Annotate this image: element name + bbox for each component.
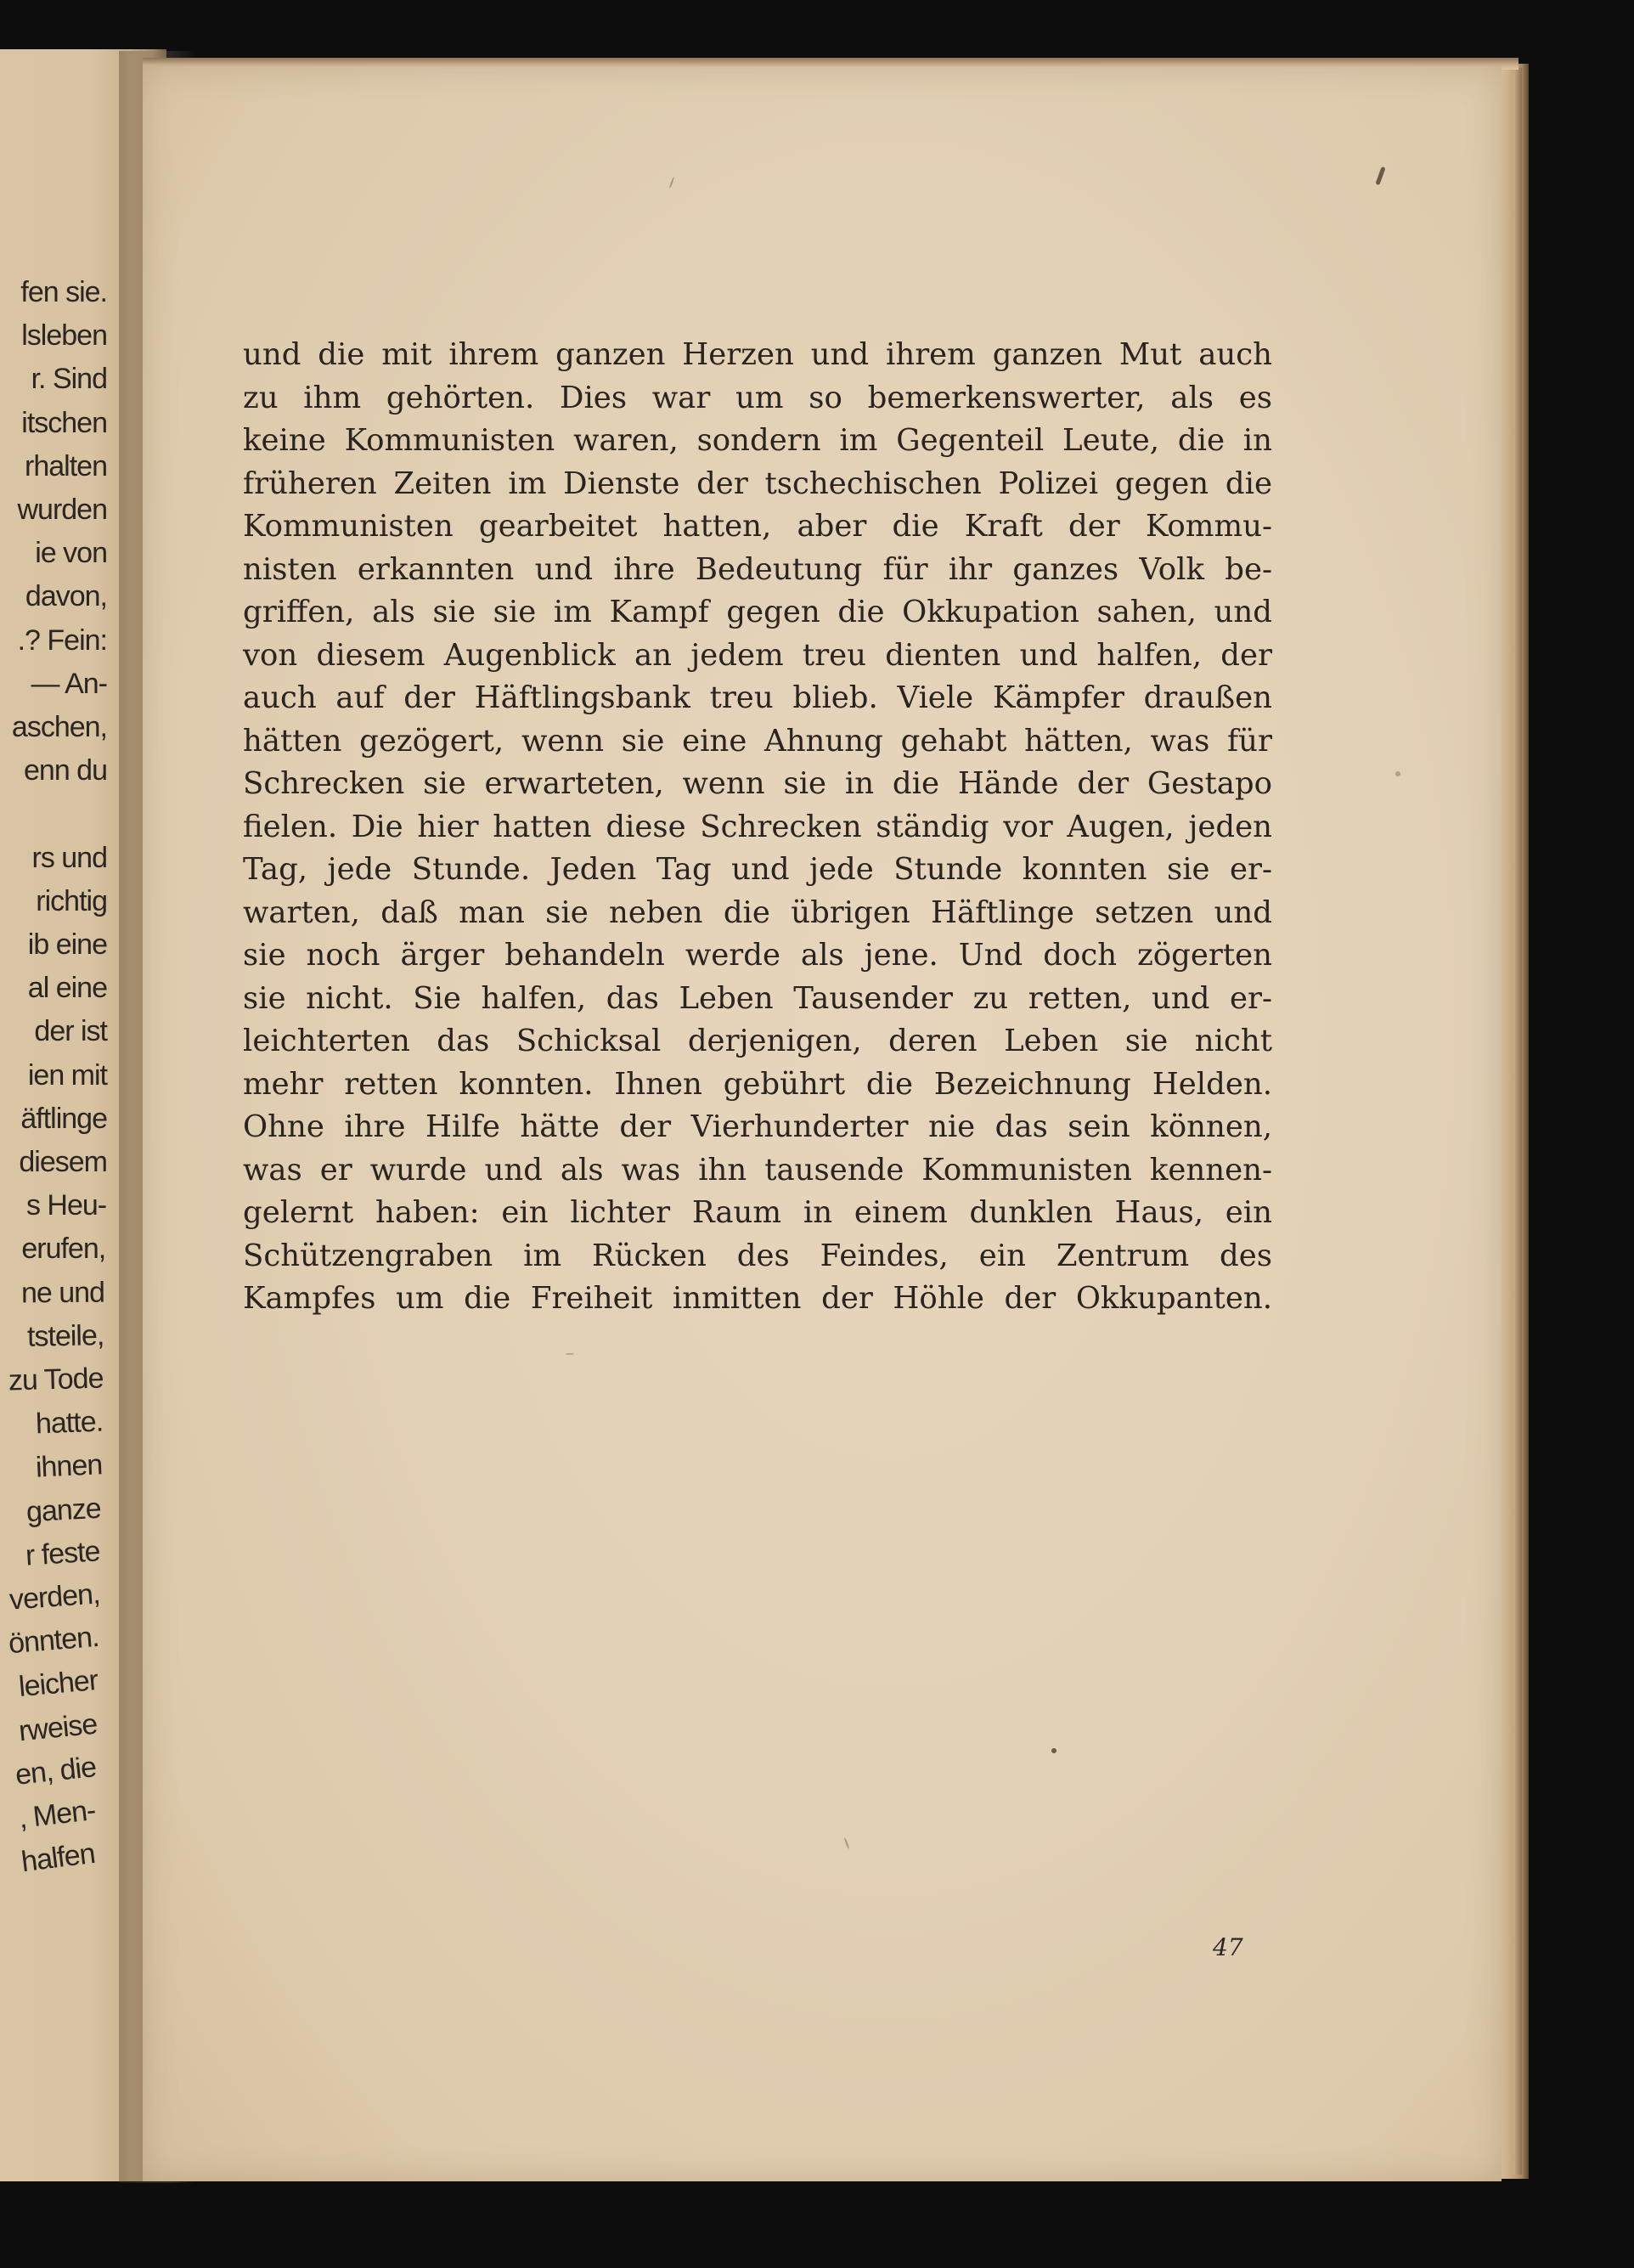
body-text-line: was er wurde und als was ihn tausende Kommunisten kennen- bbox=[243, 1152, 1272, 1188]
previous-page-line: halfen bbox=[19, 1837, 97, 1879]
previous-page-line: ien mit bbox=[27, 1058, 107, 1092]
body-text-line: auch auf der Häftlingsbank treu blieb. Viele Kämpfer draußen bbox=[243, 680, 1272, 715]
paper-speck bbox=[1051, 1748, 1056, 1753]
paper-speck bbox=[844, 1837, 850, 1849]
previous-page-line: s Heu- bbox=[25, 1189, 107, 1222]
body-text-line: warten, daß man sie neben die übrigen Häftlinge setzen und bbox=[243, 894, 1272, 930]
previous-page-line: — An- bbox=[31, 667, 107, 700]
previous-page-line: der ist bbox=[34, 1015, 107, 1048]
previous-page-line: aschen, bbox=[11, 711, 107, 743]
previous-page-line: al eine bbox=[27, 972, 107, 1005]
body-text-line: zu ihm gehörten. Dies war um so bemerkenswerter, als es bbox=[243, 380, 1272, 415]
body-text-line: gelernt haben: ein lichter Raum in einem dunklen Haus, ein bbox=[243, 1195, 1272, 1230]
previous-page-line: verden, bbox=[8, 1577, 101, 1616]
previous-page-line: zu Tode bbox=[8, 1362, 104, 1397]
previous-page-line: fen sie. bbox=[20, 276, 107, 308]
previous-page-line: wurden bbox=[17, 494, 107, 526]
previous-page-line: erufen, bbox=[21, 1233, 106, 1266]
body-text-line: keine Kommunisten waren, sondern im Gegenteil Leute, die in bbox=[243, 423, 1272, 458]
body-text-line: früheren Zeiten im Dienste der tschechischen Polizei gegen die bbox=[243, 465, 1272, 501]
page-stack-edge-inner bbox=[1513, 68, 1522, 2175]
previous-page-line: ihnen bbox=[34, 1448, 103, 1485]
body-text-line: Schützengraben im Rücken des Feindes, ein Zentrum des bbox=[243, 1238, 1272, 1273]
previous-page-line: diesem bbox=[19, 1146, 107, 1178]
body-text-line: Kommunisten gearbeitet hatten, aber die Kraft der Kommu- bbox=[243, 509, 1272, 544]
previous-page-line: ib eine bbox=[27, 928, 107, 961]
previous-page-line: rs und bbox=[31, 841, 107, 874]
previous-page-line: ganze bbox=[25, 1492, 102, 1528]
previous-page-line: richtig bbox=[36, 884, 107, 917]
body-text-line: von diesem Augenblick an jedem treu dienten und halfen, der bbox=[243, 637, 1272, 673]
previous-page-line: .? Fein: bbox=[17, 623, 107, 657]
previous-page-line: davon, bbox=[25, 580, 107, 613]
body-text-line: griffen, als sie sie im Kampf gegen die Okkupation sahen, und bbox=[243, 595, 1272, 629]
body-text-line: hätten gezögert, wenn sie eine Ahnung gehabt hätten, was für bbox=[243, 723, 1272, 759]
body-text-line: nisten erkannten und ihre Bedeutung für ihr ganzes Volk be- bbox=[243, 551, 1272, 587]
body-text-line: sie nicht. Sie halfen, das Leben Tausender zu retten, und er- bbox=[243, 980, 1272, 1016]
body-text-line: leichterten das Schicksal derjenigen, deren Leben sie nicht bbox=[243, 1024, 1272, 1058]
page-number: 47 bbox=[1213, 1933, 1243, 1961]
previous-page-line: rhalten bbox=[25, 449, 107, 482]
previous-page-line: äftlinge bbox=[20, 1102, 107, 1135]
body-text bbox=[243, 334, 1272, 1321]
previous-page-line: tsteile, bbox=[26, 1319, 104, 1353]
body-text-line: sie noch ärger behandeln werde als jene. Und doch zögerten bbox=[243, 938, 1272, 973]
previous-page-line: hatte. bbox=[34, 1405, 104, 1441]
previous-page-line: , Men- bbox=[17, 1794, 98, 1835]
current-page bbox=[143, 66, 1502, 2181]
paper-speck bbox=[566, 1353, 574, 1355]
paper-speck bbox=[669, 177, 675, 189]
body-text-line: mehr retten konnten. Ihnen gebührt die Bezeichnung Helden. bbox=[243, 1066, 1272, 1102]
previous-page-line: rweise bbox=[17, 1707, 99, 1747]
paper-speck bbox=[1375, 166, 1385, 185]
previous-page-line: r. Sind bbox=[31, 363, 107, 396]
previous-page-line: ie von bbox=[35, 537, 107, 570]
paper-speck bbox=[1395, 771, 1400, 776]
previous-page-line: enn du bbox=[24, 754, 107, 787]
previous-page-line: en, die bbox=[14, 1750, 99, 1791]
body-text-line: Kampfes um die Freiheit inmitten der Höhle der Okkupanten. bbox=[243, 1281, 1272, 1316]
previous-page-line: lsleben bbox=[21, 319, 107, 353]
previous-page-line: ne und bbox=[21, 1276, 105, 1310]
previous-page-line: önnten. bbox=[7, 1621, 100, 1661]
body-text-line: Tag, jede Stunde. Jeden Tag und jede Stunde konnten sie er- bbox=[243, 852, 1272, 887]
previous-page-line: itschen bbox=[21, 406, 107, 439]
body-text-line: fielen. Die hier hatten diese Schrecken ständig vor Augen, jeden bbox=[243, 809, 1272, 844]
body-text-line: Schrecken sie erwarteten, wenn sie in die Hände der Gestapo bbox=[243, 766, 1272, 801]
previous-page-line: leicher bbox=[17, 1664, 99, 1704]
previous-page-line: r feste bbox=[25, 1535, 101, 1572]
body-text-line: Ohne ihre Hilfe hätte der Vierhunderter nie das sein können, bbox=[243, 1109, 1272, 1144]
body-text-line: und die mit ihrem ganzen Herzen und ihrem ganzen Mut auch bbox=[243, 337, 1272, 372]
